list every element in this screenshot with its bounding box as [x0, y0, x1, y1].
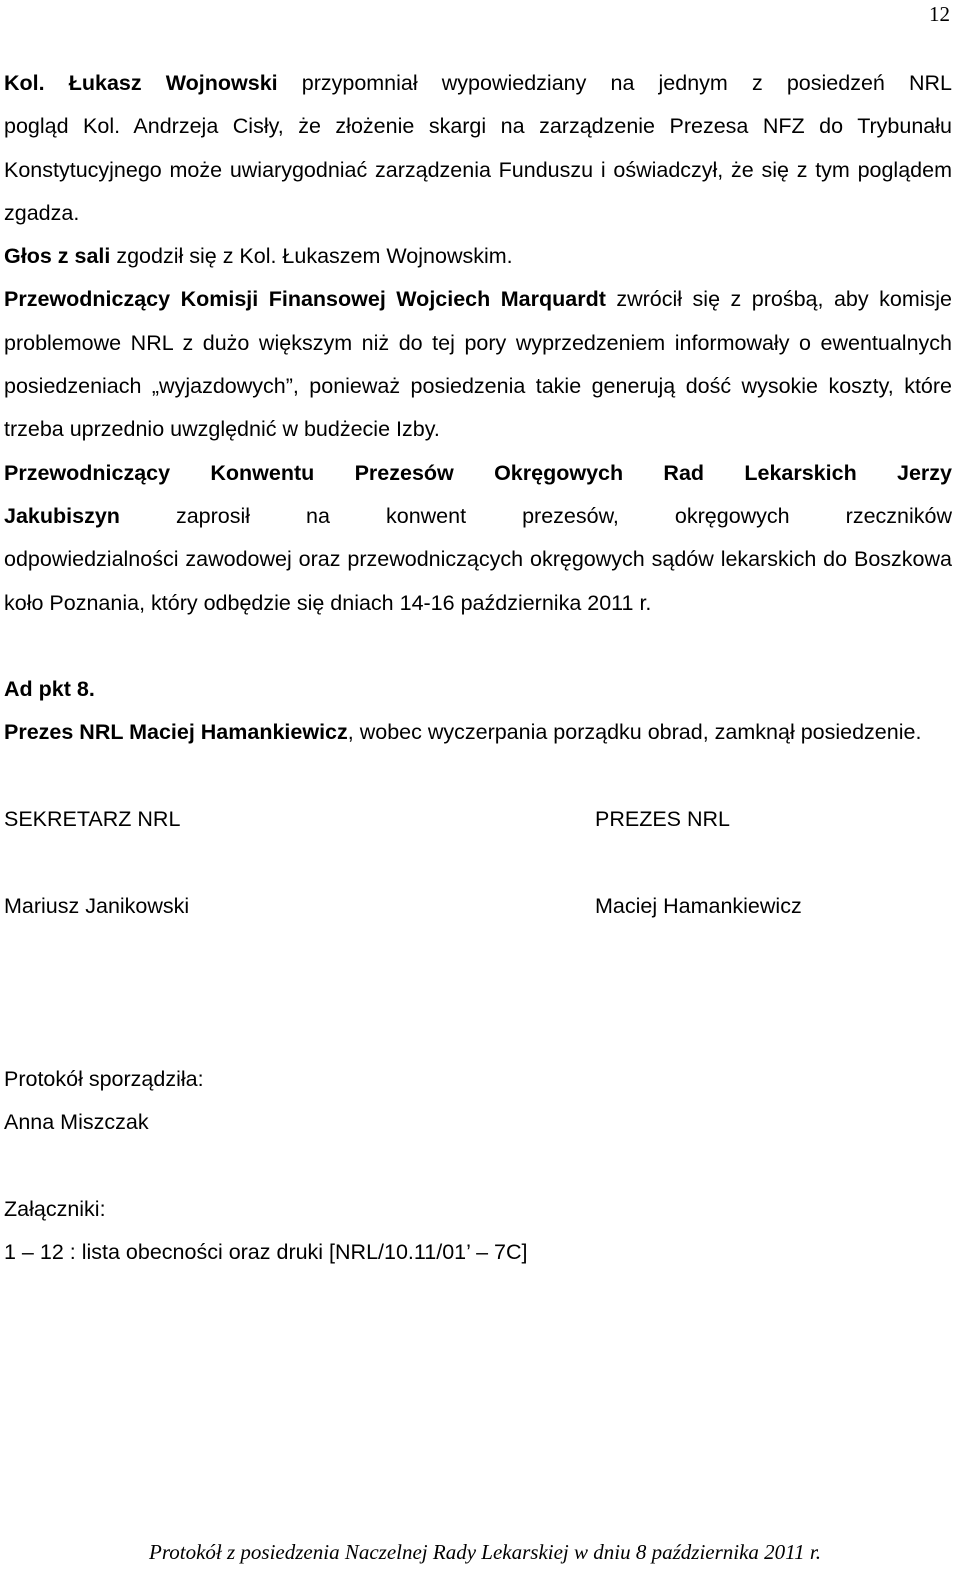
speaker-name: Prezes NRL Maciej Hamankiewicz [4, 720, 348, 745]
paragraph-text: odpowiedzialności zawodowej oraz przewodniczących okręgowych sądów lekarskich do Boszkowa koło Poznania, który odbędzie się dniach 14-16 października 2011 r. [4, 547, 952, 615]
page-footer: Protokół z posiedzenia Naczelnej Rady Lekarskiej w dniu 8 października 2011 r. [149, 1540, 821, 1564]
speaker-name: Kol. Łukasz Wojnowski [4, 71, 278, 95]
signature-right-title: PREZES NRL [595, 807, 731, 832]
speaker-name: Jakubiszyn [4, 503, 120, 528]
paragraph-voice-from-room [4, 235, 952, 278]
paragraph-jakubiszyn-line1 [4, 452, 952, 495]
paragraph-wojnowski-line1 [4, 62, 952, 105]
signature-titles-row [4, 798, 952, 841]
signature-left-title: SEKRETARZ NRL [4, 807, 181, 832]
paragraph-wojnowski-opinion [4, 62, 952, 235]
paragraph-text: przypomniał wypowiedziany na jednym z posiedzeń NRL [277, 71, 952, 95]
spacer [4, 755, 952, 798]
speaker-name: Przewodniczący Konwentu Prezesów Okręgowych Rad Lekarskich Jerzy [4, 460, 952, 485]
paragraph-text: , wobec wyczerpania porządku obrad, zamknął posiedzenie. [347, 720, 922, 745]
spacer [4, 625, 952, 668]
paragraph-jakubiszyn-line2 [4, 495, 952, 538]
paragraph-closing [4, 711, 952, 754]
paragraph-marquardt-request [4, 278, 952, 451]
paragraph-jakubiszyn-invitation [4, 452, 952, 625]
agenda-heading-text: Ad pkt 8. [4, 677, 95, 702]
page-number: 12 [929, 2, 950, 26]
spacer [4, 928, 952, 971]
attachments-list: 1 – 12 : lista obecności oraz druki [NRL/10.11/01’ – 7C] [4, 1240, 528, 1265]
speaker-name: Głos z sali [4, 244, 111, 269]
paragraph-text: zaprosił na konwent prezesów, okręgowych rzeczników [119, 503, 952, 528]
signature-right-name: Maciej Hamankiewicz [595, 893, 802, 918]
paragraph-text: zwrócił się z prośbą, aby komisje problemowe NRL z dużo większym niż do tej pory wyprzedzeniem informowały o ewentualnych posiedzeniach „wyjazdowych”, ponieważ posiedzenia takie generują dość wysokie koszty, które trzeba uprzednio uwzględnić w budżecie Izby. [4, 287, 952, 442]
signature-names-row [4, 885, 952, 928]
spacer [4, 971, 952, 1014]
document-body [4, 62, 952, 1274]
agenda-heading [4, 668, 952, 711]
attachments-label: Załączniki: [4, 1196, 106, 1221]
spacer [4, 1015, 952, 1058]
protocol-label: Protokół sporządziła: [4, 1066, 204, 1091]
paragraph-text: pogląd Kol. Andrzeja Cisły, że złożenie skargi na zarządzenie Prezesa NFZ do Trybunału Konstytucyjnego może uwiarygodniać zarządzenia Funduszu i oświadczył, że się z tym poglądem zgadza. [4, 114, 952, 225]
speaker-name: Przewodniczący Komisji Finansowej Wojciech Marquardt [4, 287, 606, 312]
spacer [4, 1144, 952, 1187]
spacer [4, 841, 952, 884]
signature-left-name: Mariusz Janikowski [4, 893, 190, 918]
paragraph-text: zgodził się z Kol. Łukaszem Wojnowskim. [110, 244, 513, 269]
protocol-author: Anna Miszczak [4, 1110, 149, 1135]
